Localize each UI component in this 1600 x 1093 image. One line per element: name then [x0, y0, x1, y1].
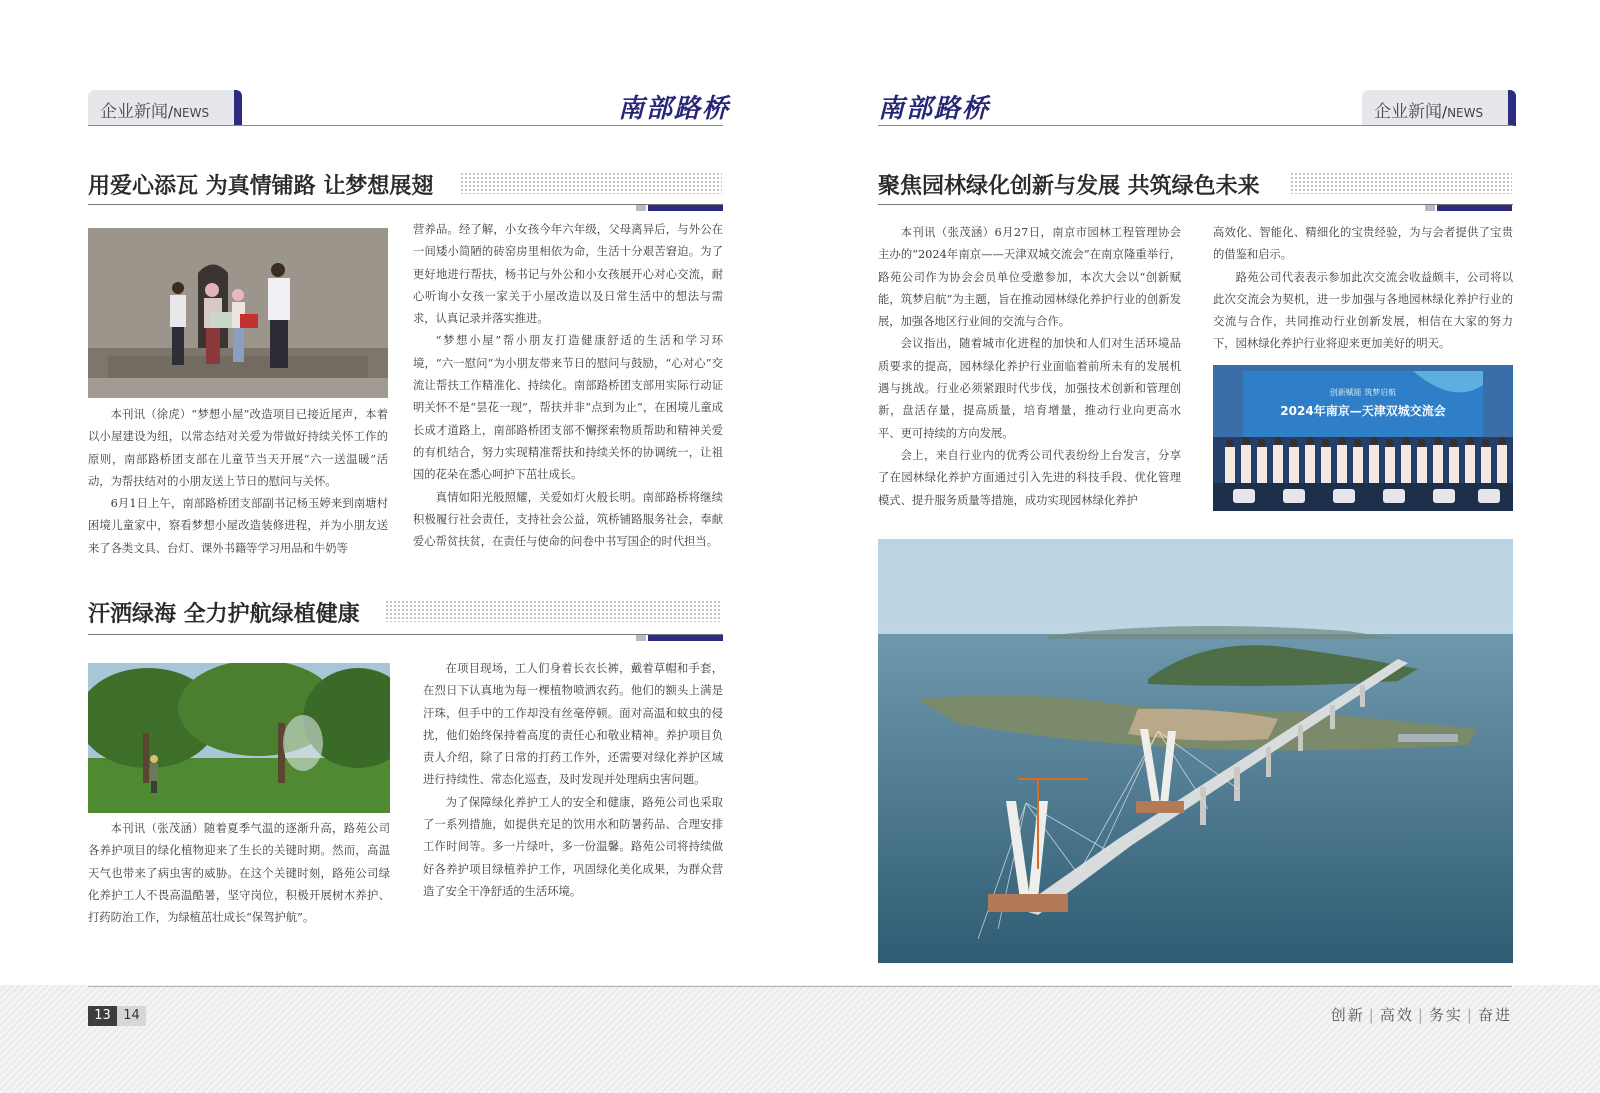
brand-logo-left: 南部路桥: [618, 94, 731, 124]
section-tab-right: [1362, 90, 1512, 126]
headline-dots: [460, 172, 722, 194]
article2-column-2: [423, 658, 723, 903]
photo-sea-bridge: [878, 539, 1513, 963]
page-number-right: 14: [117, 1006, 146, 1026]
banner-title: 2024年南京—天津双城交流会: [1280, 404, 1446, 418]
paragraph: 本刊讯（徐虎）“梦想小屋”改造项目已接近尾声，本着以小屋建设为纽，以常态结对关爱为带做好持续关怀工作的原则，南部路桥团支部在儿童节当天开展“六一送温暖”活动，为帮扶结对的小朋友送上节日的慰问与关怀。: [88, 408, 388, 488]
headline-rule: [878, 204, 1513, 205]
headline-accent: [1425, 205, 1512, 211]
paragraph: “梦想小屋”帮小朋友打造健康舒适的生活和学习环境，“六一慰问”为小朋友带来节日的慰问与鼓励，“心对心”交流让帮扶工作精准化、持续化。南部路桥团支部用实际行动证明关怀不是“昙花一现”，帮扶并非“点到为止”，在困境儿童成长成才道路上，南部路桥团支部不懈探索物质帮助和精神关爱的有机结合，努力实现精准帮扶和持续关怀的协调统一，让祖国的花朵在悉心呵护下茁壮成长。: [413, 334, 723, 482]
headline-accent: [636, 635, 723, 641]
header-rule-right: [878, 125, 1513, 126]
paragraph: 6月1日上午，南部路桥团支部副书记杨玉婷来到南塘村困境儿童家中，察看梦想小屋改造装修进程，并为小朋友送来了各类文具、台灯、课外书籍等学习用品和牛奶等: [88, 497, 388, 555]
paragraph: 会上，来自行业内的优秀公司代表纷纷上台发言，分享了在园林绿化养护方面通过引入先进的科技手段、优化管理模式、提升服务质量等措施，成功实现园林绿化养护: [878, 448, 1181, 507]
photo-conference-group: [1213, 365, 1513, 511]
footer-rule: [88, 986, 1512, 987]
footer-band: [0, 985, 1600, 1093]
banner-subtitle: 创新赋能 筑梦启航: [1329, 388, 1397, 397]
paragraph: 路苑公司代表表示参加此次交流会收益颇丰，公司将以此次交流会为契机，进一步加强与各地园林绿化养护行业的交流与合作，共同推动行业创新发展，相信在大家的努力下，园林绿化养护行业将迎来更加美好的明天。: [1213, 270, 1513, 351]
paragraph: 会议指出，随着城市化进程的加快和人们对生活环境品质要求的提高，园林绿化养护行业面临着前所未有的发展机遇与挑战。行业必须紧跟时代步伐，加强技术创新和管理创新，盘活存量，提高质量，培育增量，推动行业向更高水平、更可持续的方向发展。: [878, 337, 1181, 440]
photo-dream-house: [88, 228, 388, 398]
headline-rule: [88, 204, 723, 205]
section-tab-label: 企业新闻/NEWS: [100, 102, 210, 122]
section-tab-label: 企业新闻/NEWS: [1374, 102, 1484, 122]
paragraph: 在项目现场，工人们身着长衣长裤，戴着草帽和手套，在烈日下认真地为每一棵植物喷洒农药。他们的额头上满是汗珠，但手中的工作却没有丝毫停顿。面对高温和蚊虫的侵扰，他们始终保持着高度的责任心和敬业精神。养护项目负责人介绍，除了日常的打药工作外，还需要对绿化养护区域进行持续性、常态化巡查，及时发现并处理病虫害问题。: [423, 662, 723, 787]
article-title: 用爱心添瓦 为真情铺路 让梦想展翅: [88, 169, 443, 200]
article2-column-1: [88, 818, 390, 929]
headline-dots: [385, 600, 722, 622]
header-rule-left: [88, 125, 723, 126]
article1-column-1: [88, 404, 388, 560]
section-tab-left: [88, 90, 238, 126]
article3-column-2: [1213, 222, 1513, 356]
tab-accent-bar: [1508, 90, 1516, 126]
paragraph: 营养品。经了解，小女孩今年六年级，父母离异后，与外公在一间矮小简陋的砖窑房里相依为命，生活十分艰苦窘迫。为了更好地进行帮扶，杨书记与外公和小女孩展开心对心交流，耐心听询小女孩一家关于小屋改造以及日常生活中的想法与需求，认真记录并落实推进。: [413, 223, 723, 326]
article3-column-1: [878, 222, 1181, 512]
brand-logo-right: 南部路桥: [878, 94, 991, 124]
article1-column-2: [413, 219, 723, 553]
article-title: 汗洒绿海 全力护航绿植健康: [88, 597, 370, 628]
photo-green-maintenance: [88, 663, 390, 813]
paragraph: 为了保障绿化养护工人的安全和健康，路苑公司也采取了一系列措施，如提供充足的饮用水和防暑药品、合理安排工作时间等。多一片绿叶，多一份温馨。路苑公司将持续做好各养护项目绿植养护工作，巩固绿化美化成果，为群众营造了安全干净舒适的生活环境。: [423, 795, 723, 898]
headline-rule: [88, 634, 723, 635]
paragraph: 本刊讯（张茂涵）随着夏季气温的逐渐升高，路苑公司各养护项目的绿化植物迎来了生长的关键时期。然而，高温天气也带来了病虫害的威胁。在这个关键时刻，路苑公司绿化养护工人不畏高温酷暑，坚守岗位，积极开展树木养护、打药防治工作，为绿植茁壮成长“保驾护航”。: [88, 822, 390, 925]
page-number-left: 13: [88, 1006, 117, 1026]
footer-slogan: 创新 | 高效 | 务实 | 奋进: [1330, 1006, 1512, 1024]
paragraph: 本刊讯（张茂涵）6月27日，南京市园林工程管理协会主办的“2024年南京——天津双城交流会”在南京隆重举行，路苑公司作为协会会员单位受邀参加，本次大会以“创新赋能，筑梦启航”为主题，旨在推动园林绿化养护行业的创新发展，加强各地区行业间的交流与合作。: [878, 226, 1181, 329]
headline-dots: [1290, 172, 1512, 194]
tab-accent-bar: [234, 90, 242, 126]
article-title: 聚焦园林绿化创新与发展 共筑绿色未来: [878, 169, 1270, 200]
paragraph: 高效化、智能化、精细化的宝贵经验，为与会者提供了宝贵的借鉴和启示。: [1213, 226, 1513, 262]
paragraph: 真情如阳光般照耀，关爱如灯火般长明。南部路桥将继续积极履行社会责任，支持社会公益，筑桥铺路服务社会，奉献爱心帮贫扶贫，在责任与使命的问卷中书写国企的时代担当。: [413, 490, 723, 549]
headline-accent: [636, 205, 723, 211]
